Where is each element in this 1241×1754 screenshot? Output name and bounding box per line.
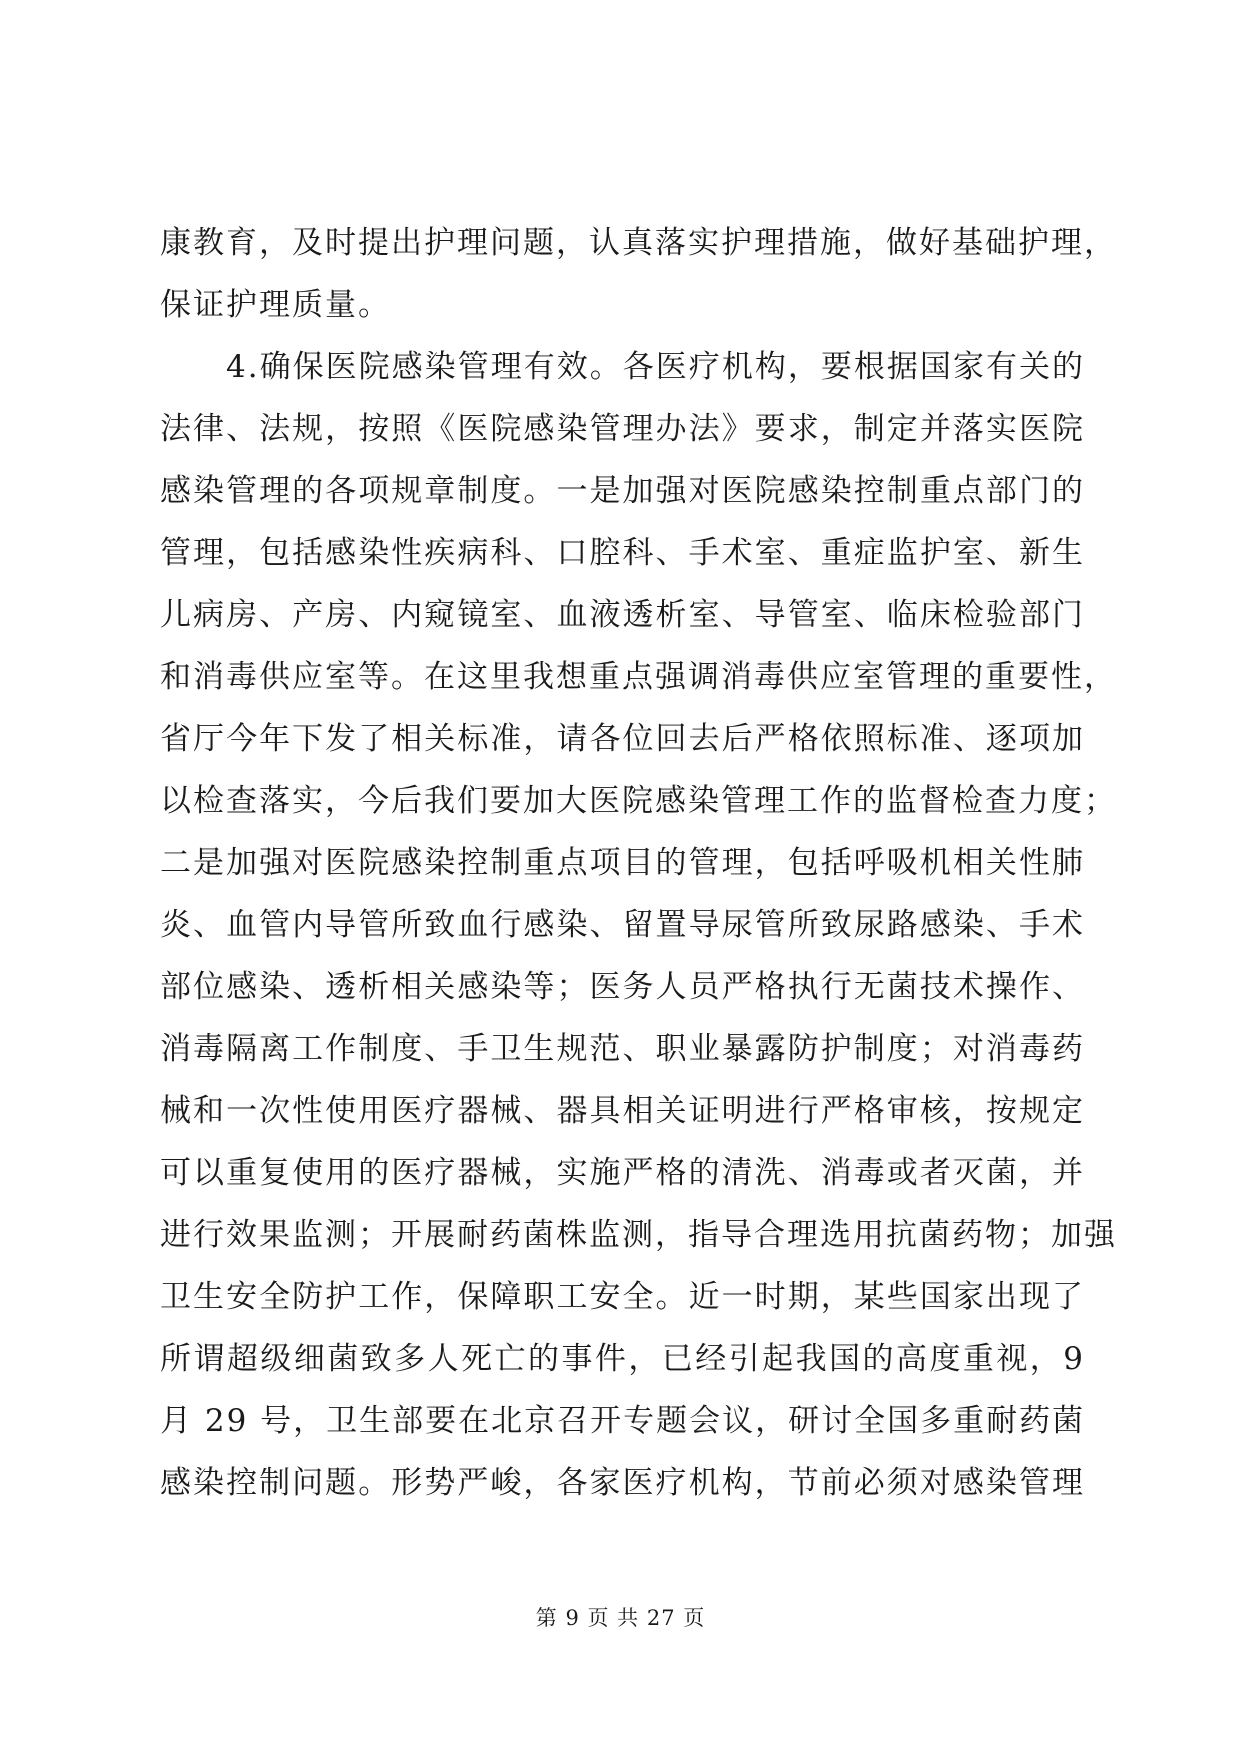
body-text-line: 所谓超级细菌致多人死亡的事件，已经引起我国的高度重视，9 <box>160 1341 1085 1377</box>
body-text-line: 和消毒供应室等。在这里我想重点强调消毒供应室管理的重要性， <box>160 659 1117 695</box>
body-text-line: 械和一次性使用医疗器械、器具相关证明进行严格审核，按规定 <box>160 1093 1085 1129</box>
body-text-line: 儿病房、产房、内窥镜室、血液透析室、导管室、临床检验部门 <box>160 597 1085 633</box>
body-text-line: 管理，包括感染性疾病科、口腔科、手术室、重症监护室、新生 <box>160 535 1085 571</box>
body-text-line: 消毒隔离工作制度、手卫生规范、职业暴露防护制度；对消毒药 <box>160 1031 1085 1067</box>
body-text-line: 感染管理的各项规章制度。一是加强对医院感染控制重点部门的 <box>160 473 1085 509</box>
body-text-line: 感染控制问题。形势严峻，各家医疗机构，节前必须对感染管理 <box>160 1465 1085 1501</box>
body-text-line: 可以重复使用的医疗器械，实施严格的清洗、消毒或者灭菌，并 <box>160 1155 1085 1191</box>
body-text-line: 保证护理质量。 <box>160 287 391 323</box>
body-text-line: 炎、血管内导管所致血行感染、留置导尿管所致尿路感染、手术 <box>160 907 1085 943</box>
body-text-line: 以检查落实，今后我们要加大医院感染管理工作的监督检查力度； <box>160 783 1117 819</box>
body-text-line: 4.确保医院感染管理有效。各医疗机构，要根据国家有关的 <box>226 349 1085 385</box>
body-text-line: 月 29 号，卫生部要在北京召开专题会议，研讨全国多重耐药菌 <box>160 1403 1086 1439</box>
body-text-line: 卫生安全防护工作，保障职工安全。近一时期，某些国家出现了 <box>160 1279 1085 1315</box>
body-text-line: 康教育，及时提出护理问题，认真落实护理措施，做好基础护理， <box>160 225 1117 261</box>
body-text-line: 进行效果监测；开展耐药菌株监测，指导合理选用抗菌药物；加强 <box>160 1217 1117 1253</box>
body-text-line: 省厅今年下发了相关标准，请各位回去后严格依照标准、逐项加 <box>160 721 1085 757</box>
body-text-line: 法律、法规，按照《医院感染管理办法》要求，制定并落实医院 <box>160 411 1085 447</box>
body-text-line: 部位感染、透析相关感染等；医务人员严格执行无菌技术操作、 <box>160 969 1085 1005</box>
page-number-footer: 第 9 页 共 27 页 <box>535 1606 706 1630</box>
body-text-line: 二是加强对医院感染控制重点项目的管理，包括呼吸机相关性肺 <box>160 845 1085 881</box>
